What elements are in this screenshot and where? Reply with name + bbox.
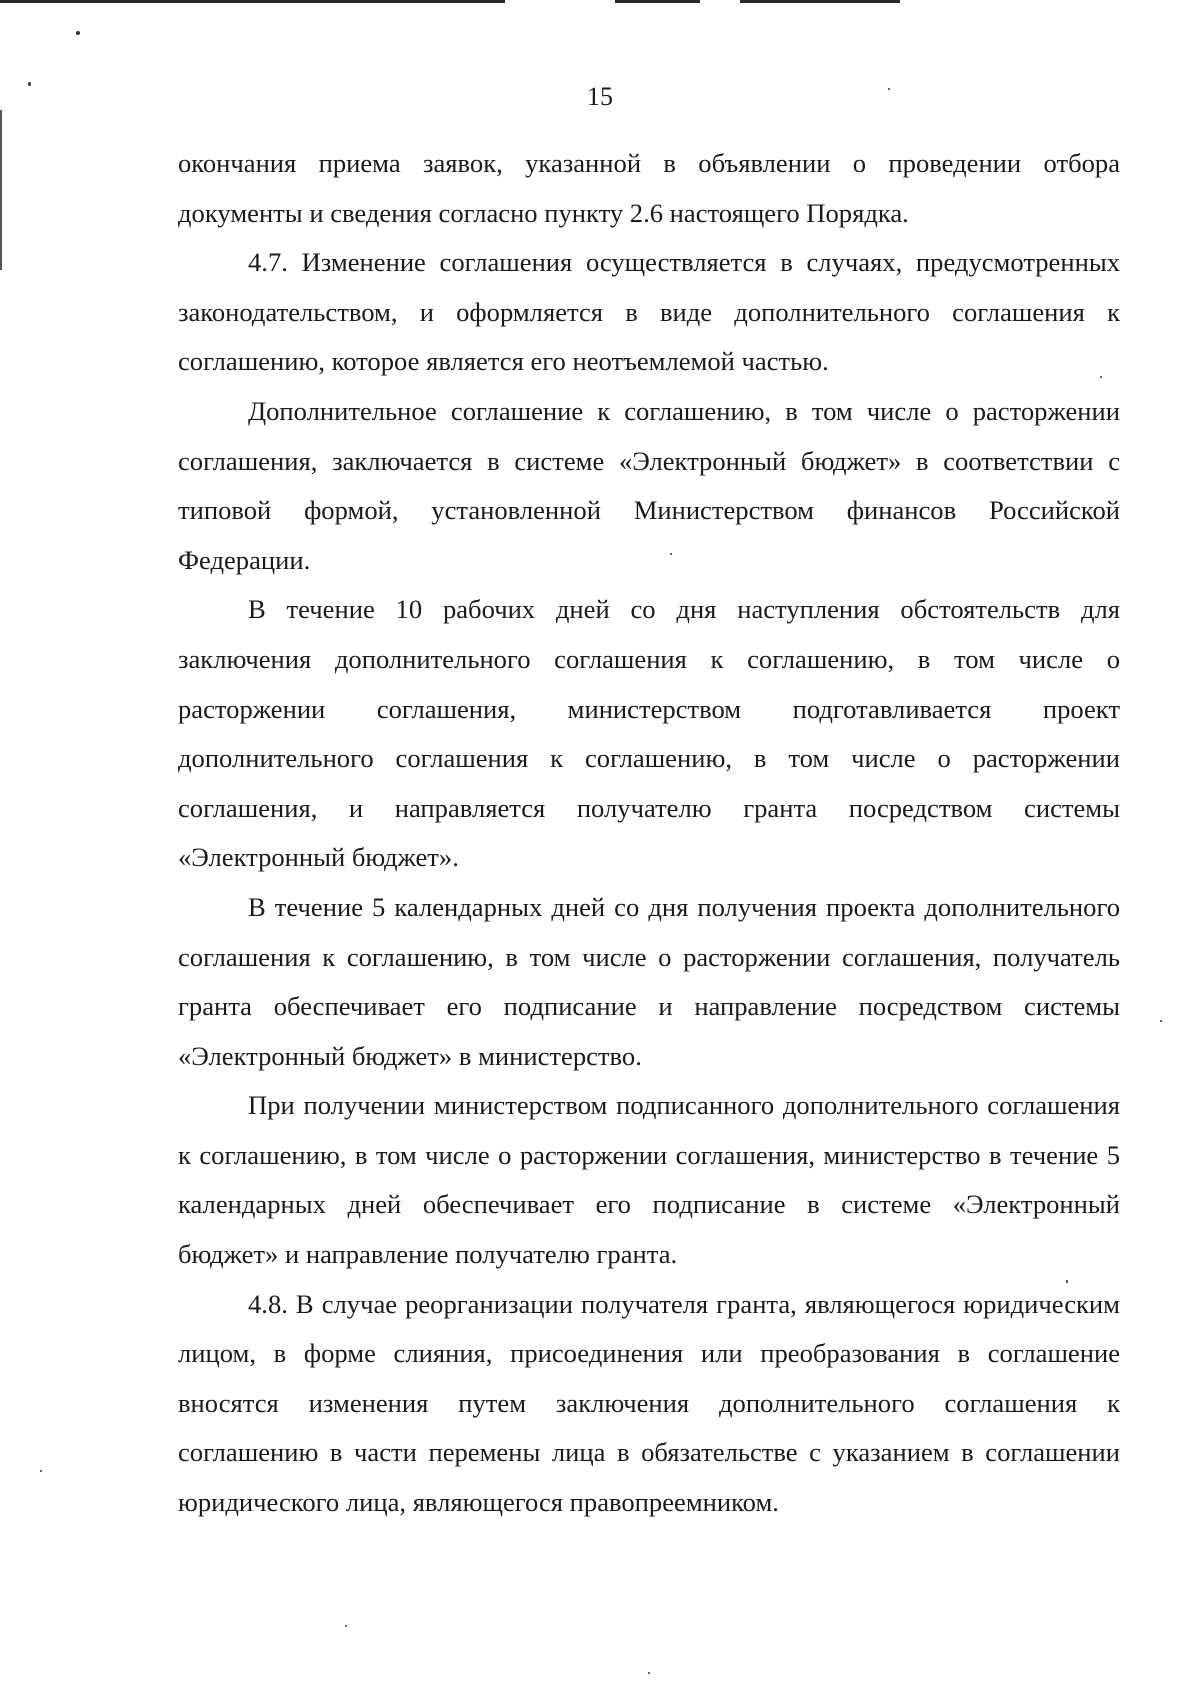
scan-speck	[345, 1625, 347, 1627]
paragraph: 4.7. Изменение соглашения осуществляется в случаях, предусмотренных законодательством, и оформляется в виде дополнительного соглашения к соглашению, которое является его неотъемлемой частью.	[178, 247, 1120, 377]
scan-speck	[648, 1672, 650, 1674]
paragraph: окончания приема заявок, указанной в объявлении о проведении отбора документы и сведения согласно пункту 2.6 настоящего Порядка.	[178, 148, 1120, 228]
scan-speck	[76, 31, 80, 35]
paragraph: 4.8. В случае реорганизации получателя гранта, являющегося юридическим лицом, в форме слияния, присоединения или преобразования в соглашение вносятся изменения путем заключения дополнительного соглашения к соглашению в части перемены лица в обязательстве с указанием в соглашении юридического лица, являющегося правопреемником.	[178, 1288, 1120, 1518]
scan-edge-gap	[700, 0, 740, 3]
scan-left-edge	[0, 110, 2, 270]
scan-edge-gap	[900, 0, 1200, 3]
scan-edge-gap	[505, 0, 615, 3]
document-body	[178, 139, 1120, 1528]
page-number: 15	[587, 82, 613, 111]
paragraph: В течение 10 рабочих дней со дня наступления обстоятельств для заключения дополнительного соглашения к соглашению, в том числе о расторжении соглашения, министерством подготавливается проект дополнительного соглашения к соглашению, в том числе о расторжении соглашения, и направляется получателю гранта посредством системы «Электронный бюджет».	[178, 594, 1120, 873]
paragraph: При получении министерством подписанного дополнительного соглашения к соглашению, в том числе о расторжении соглашения, министерство в течение 5 календарных дней обеспечивает его подписание в системе «Электронный бюджет» и направление получателю гранта.	[178, 1090, 1120, 1270]
scan-speck	[1160, 1020, 1162, 1022]
scan-speck	[40, 1470, 42, 1472]
paragraph: Дополнительное соглашение к соглашению, в том числе о расторжении соглашения, заключается в системе «Электронный бюджет» в соответствии с типовой формой, установленной Министерством финансов Российской Федерации.	[178, 395, 1120, 575]
paragraph: В течение 5 календарных дней со дня получения проекта дополнительного соглашения к соглашению, в том числе о расторжении соглашения, получатель гранта обеспечивает его подписание и направление посредством системы «Электронный бюджет» в министерство.	[178, 891, 1120, 1071]
